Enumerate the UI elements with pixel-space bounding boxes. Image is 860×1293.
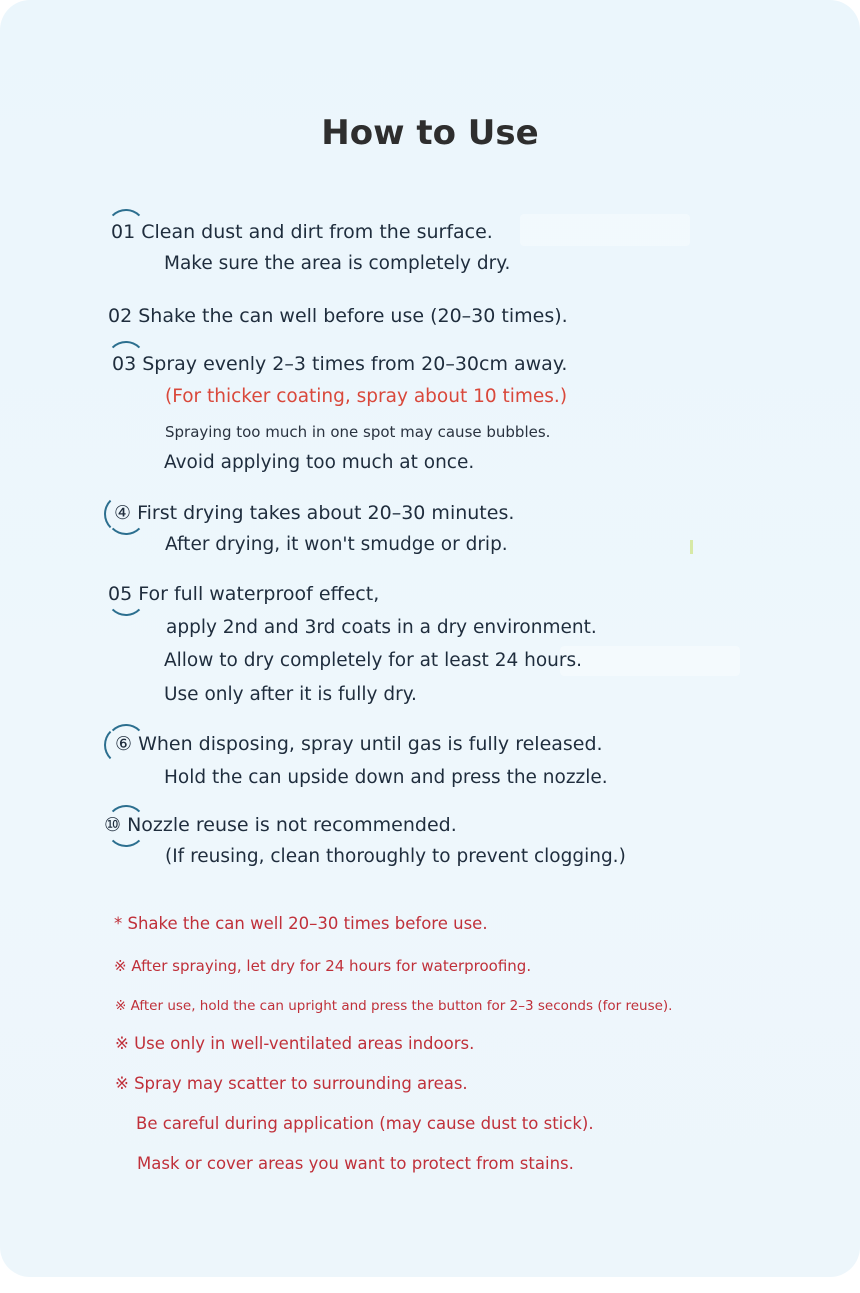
step-5-line-2: Allow to dry completely for at least 24 hours. <box>164 650 583 671</box>
step-3-small-note: Spraying too much in one spot may cause bubbles. <box>165 423 551 441</box>
step-10-line-1: (If reusing, clean thoroughly to prevent clogging.) <box>165 846 626 867</box>
text-glow <box>520 214 690 246</box>
marker-tick <box>690 540 693 554</box>
step-2-heading: 02 Shake the can well before use (20–30 times). <box>108 305 568 327</box>
note-3: ※ After use, hold the can upright and press the button for 2–3 seconds (for reuse). <box>115 998 673 1014</box>
step-4-line-1: After drying, it won't smudge or drip. <box>165 534 508 555</box>
note-5: ※ Spray may scatter to surrounding areas. <box>115 1074 468 1093</box>
note-2: ※ After spraying, let dry for 24 hours for waterproofing. <box>114 957 532 975</box>
step-3-line-1: Avoid applying too much at once. <box>164 452 475 473</box>
step-10-heading: ⑩ Nozzle reuse is not recommended. <box>104 814 457 836</box>
text-glow <box>560 646 740 676</box>
step-5-line-1: apply 2nd and 3rd coats in a dry environment. <box>166 617 597 638</box>
note-7: Mask or cover areas you want to protect from stains. <box>137 1154 574 1173</box>
step-4-heading: ④ First drying takes about 20–30 minutes. <box>114 502 515 524</box>
note-4: ※ Use only in well-ventilated areas indoors. <box>115 1034 475 1053</box>
note-6: Be careful during application (may cause dust to stick). <box>136 1114 594 1133</box>
page-title: How to Use <box>321 113 539 153</box>
step-5-heading: 05 For full waterproof effect, <box>108 583 380 605</box>
note-1: * Shake the can well 20–30 times before use. <box>114 914 488 933</box>
step-6-heading: ⑥ When disposing, spray until gas is fully released. <box>115 733 603 755</box>
step-3-heading: 03 Spray evenly 2–3 times from 20–30cm away. <box>112 353 568 375</box>
step-1-heading: 01 Clean dust and dirt from the surface. <box>111 221 493 243</box>
step-3-highlight: (For thicker coating, spray about 10 times.) <box>165 386 568 407</box>
step-6-line-1: Hold the can upside down and press the nozzle. <box>164 767 608 788</box>
step-5-line-3: Use only after it is fully dry. <box>164 684 417 705</box>
step-1-line-1: Make sure the area is completely dry. <box>164 253 511 274</box>
